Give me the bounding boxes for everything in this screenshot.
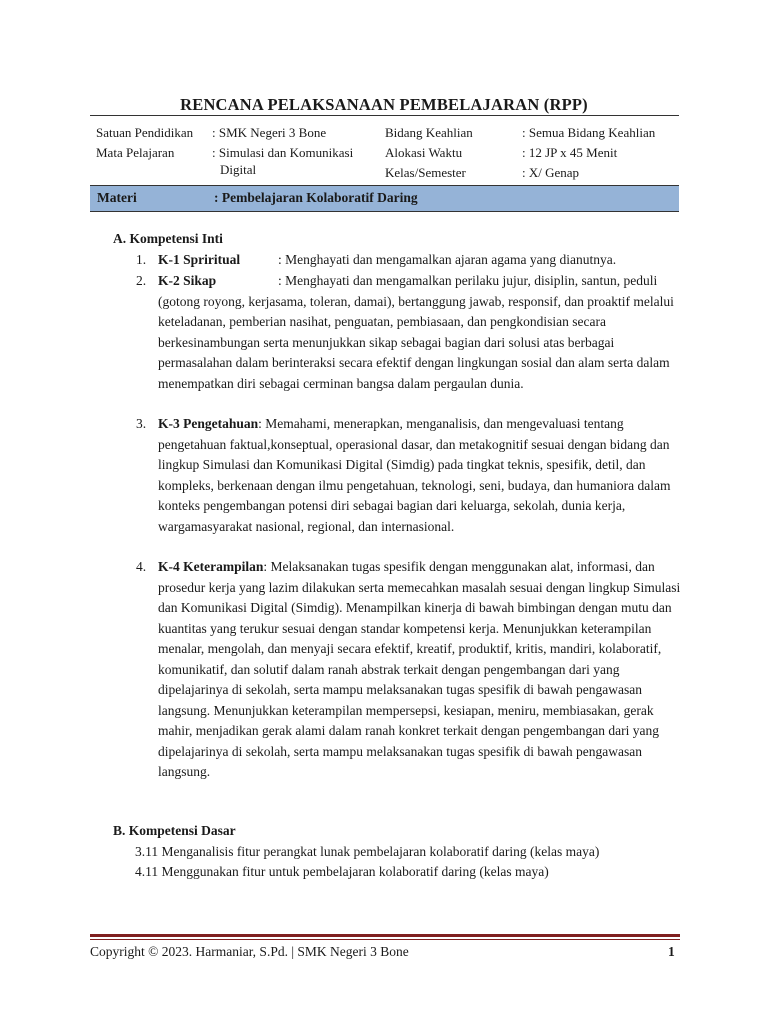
kd-4-11: 4.11 Menggunakan fitur untuk pembelajaran kolaboratif daring (kelas maya) bbox=[135, 864, 549, 879]
ki-3-text: : Memahami, menerapkan, menganalisis, dan mengevaluasi tentang pengetahuan faktual,konseptual, operasional dasar, dan metakognitif sesuai dengan bidang dan lingkup Simulasi dan Komunikasi Digital (Simdig) pada tingkat teknis, spesifik, detil, dan kompleks, berkenaan dengan ilmu pengetahuan, teknologi, seni, budaya, dan humaniora dalam konteks pengembangan potensi diri sebagai bagian dari keluarga, sekolah, dunia kerja, wargamasyarakat nasional, regional, dan internasional. bbox=[158, 416, 671, 534]
ki-3-number: 3. bbox=[136, 416, 147, 431]
alokasi-label: Alokasi Waktu bbox=[385, 145, 463, 160]
mapel-value-line1: : Simulasi dan Komunikasi bbox=[212, 145, 354, 160]
ki-4-lead: K-4 Keterampilan bbox=[158, 559, 264, 574]
kelas-label: Kelas/Semester bbox=[385, 165, 466, 180]
document-title: RENCANA PELAKSANAAN PEMBELAJARAN (RPP) bbox=[180, 95, 588, 114]
satuan-label: Satuan Pendidikan bbox=[96, 125, 194, 140]
section-b-heading: B. Kompetensi Dasar bbox=[113, 823, 236, 838]
materi-bar bbox=[90, 185, 679, 212]
satuan-value: : SMK Negeri 3 Bone bbox=[212, 125, 327, 140]
bidang-value: : Semua Bidang Keahlian bbox=[522, 125, 656, 140]
ki-1-lead: K-1 Spriritual bbox=[158, 252, 241, 267]
footer-rule-thin bbox=[90, 939, 680, 940]
footer-rule-thick bbox=[90, 934, 680, 937]
materi-value: : Pembelajaran Kolaboratif Daring bbox=[214, 190, 418, 205]
materi-label: Materi bbox=[97, 190, 137, 205]
page-number: 1 bbox=[668, 944, 675, 959]
ki-1-paragraph bbox=[158, 250, 683, 271]
ki-3-paragraph bbox=[158, 414, 683, 537]
ki-2-text: : Menghayati dan mengamalkan perilaku jujur, disiplin, santun, peduli (gotong royong, kerjasama, toleran, damai), bertanggung jawab, responsif, dan proaktif melalui keteladanan, pemberian nasihat, penguatan, pembiasaan, dan pengkondisian secara berkesinambungan serta menunjukkan sikap sebagai bagian dari solusi atas berbagai permasalahan dalam berinteraksi secara efektif dengan lingkungan sosial dan alam serta dalam menempatkan diri sebagai cerminan bangsa dalam pergaulan dunia. bbox=[158, 273, 674, 391]
ki-4-text: : Melaksanakan tugas spesifik dengan menggunakan alat, informasi, dan prosedur kerja yang lazim dilakukan serta memecahkan masalah sesuai dengan lingkup Simulasi dan Komunikasi Digital (Simdig). Menampilkan kinerja di bawah bimbingan dengan mutu dan kuantitas yang terukur sesuai dengan standar kompetensi kerja. Menunjukkan keterampilan menalar, mengolah, dan menyaji secara efektif, kreatif, produktif, kritis, mandiri, kolaboratif, komunikatif, dan solutif dalam ranah abstrak terkait dengan pengembangan dari yang dipelajarinya di sekolah, serta mampu melaksanakan tugas spesifik di bawah pengawasan langsung. Menunjukkan keterampilan mempersepsi, kesiapan, meniru, membiasakan, gerak mahir, menjadikan gerak alami dalam ranah konkret terkait dengan pengembangan dari yang dipelajarinya di sekolah, serta mampu melaksanakan tugas spesifik di bawah pengawasan langsung. bbox=[158, 559, 681, 779]
bidang-label: Bidang Keahlian bbox=[385, 125, 473, 140]
kd-3-11: 3.11 Menganalisis fitur perangkat lunak pembelajaran kolaboratif daring (kelas maya) bbox=[135, 844, 600, 859]
info-table bbox=[90, 115, 679, 185]
mapel-value-line2: Digital bbox=[220, 162, 257, 177]
ki-1-text: : Menghayati dan mengamalkan ajaran agama yang dianutnya. bbox=[278, 252, 617, 267]
alokasi-value: : 12 JP x 45 Menit bbox=[522, 145, 618, 160]
kelas-value: : X/ Genap bbox=[522, 165, 580, 180]
ki-2-lead: K-2 Sikap bbox=[158, 273, 217, 288]
section-a-heading: A. Kompetensi Inti bbox=[113, 231, 223, 246]
ki-2-number: 2. bbox=[136, 273, 147, 288]
ki-2-paragraph bbox=[158, 271, 683, 394]
mapel-label: Mata Pelajaran bbox=[96, 145, 175, 160]
ki-3-lead: K-3 Pengetahuan bbox=[158, 416, 259, 431]
ki-1-number: 1. bbox=[136, 252, 147, 267]
ki-4-paragraph bbox=[158, 557, 683, 783]
footer-copyright: Copyright © 2023. Harmaniar, S.Pd. | SMK Negeri 3 Bone bbox=[90, 944, 409, 959]
ki-4-number: 4. bbox=[136, 559, 147, 574]
